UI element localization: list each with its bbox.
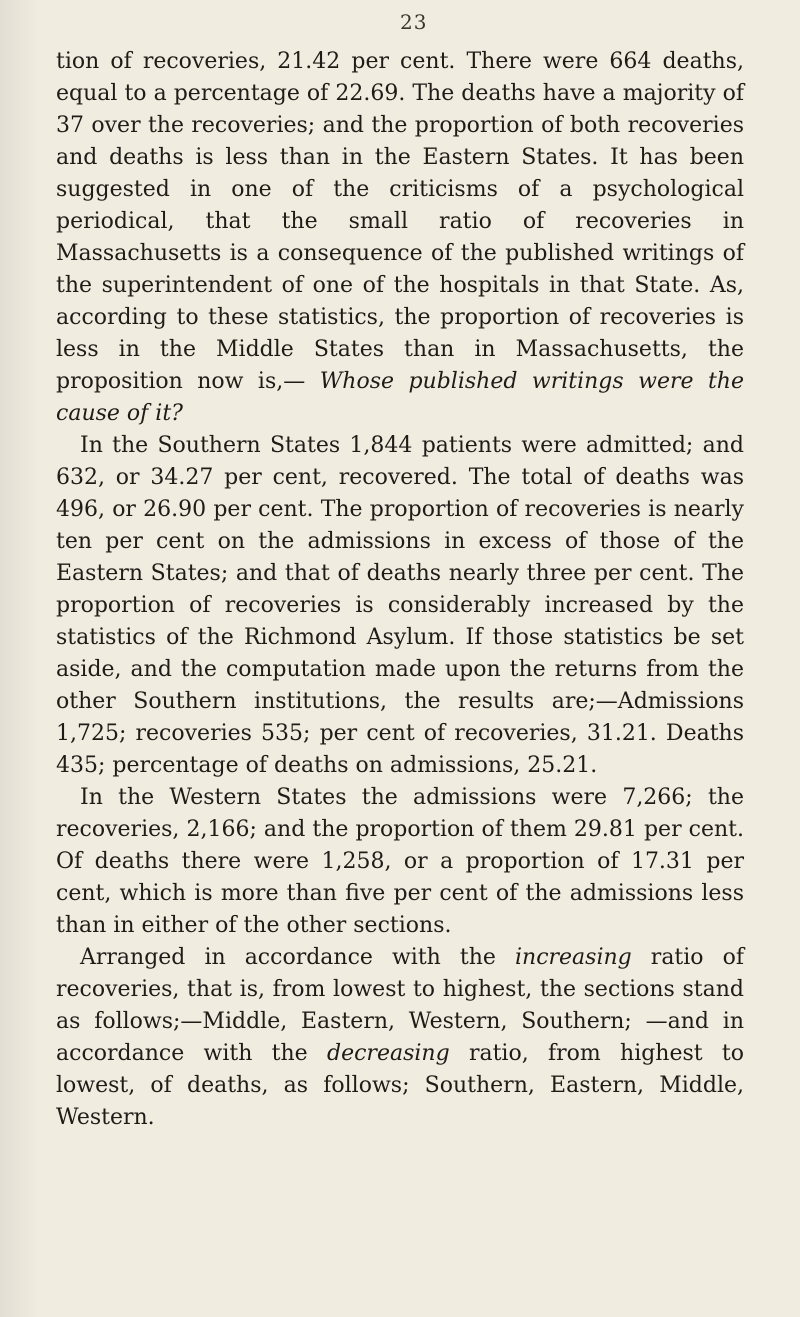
body-text bbox=[56, 46, 744, 1134]
paragraph-4-italic-decreasing: decreasing bbox=[327, 1041, 450, 1066]
paragraph-1-italic-question: Whose published writings were the cause of it? bbox=[56, 369, 744, 426]
paragraph-3 bbox=[56, 782, 744, 942]
paragraph-4-text-c: ratio, from highest to lowest, of deaths, as follows; Southern, Eastern, Middle, Western. bbox=[56, 1041, 744, 1130]
paragraph-1-text: tion of recoveries, 21.42 per cent. There were 664 deaths, equal to a percentage of 22.69. The deaths have a majority of 37 over the recoveries; and the proportion of both recoveries and deaths is less than in the Eastern States. It has been suggested in one of the criticisms of a psychological periodical, that the small ratio of recoveries in Massachusetts is a consequence of the published writings of the superintendent of one of the hospitals in that State. As, according to these statistics, the proportion of recoveries is less in the Middle States than in Massachusetts, the proposition now is,— bbox=[56, 49, 744, 394]
paragraph-3-text: In the Western States the admissions were 7,266; the recoveries, 2,166; and the proportion of them 29.81 per cent. Of deaths there were 1,258, or a proportion of 17.31 per cent, which is more than five per cent of the admissions less than in either of the other sections. bbox=[56, 785, 744, 938]
paragraph-4 bbox=[56, 942, 744, 1134]
paragraph-1 bbox=[56, 46, 744, 430]
paragraph-2-text: In the Southern States 1,844 patients were admitted; and 632, or 34.27 per cent, recovered. The total of deaths was 496, or 26.90 per cent. The proportion of recoveries is nearly ten per cent on the admissions in excess of those of the Eastern States; and that of deaths nearly three per cent. The proportion of recoveries is considerably increased by the statistics of the Richmond Asylum. If those statistics be set aside, and the computation made upon the returns from the other Southern institutions, the results are;—Admissions 1,725; recoveries 535; per cent of recoveries, 31.21. Deaths 435; percentage of deaths on admissions, 25.21. bbox=[56, 433, 744, 778]
page-number: 23 bbox=[400, 10, 428, 34]
paragraph-2 bbox=[56, 430, 744, 782]
paragraph-4-italic-increasing: increasing bbox=[514, 945, 632, 970]
paragraph-4-text-b: ratio of recoveries, that is, from lowest to highest, the sections stand as follows;—Middle, Eastern, Western, Southern; —and in accordance with the bbox=[56, 945, 744, 1066]
paragraph-4-text-a: Arranged in accordance with the bbox=[80, 945, 515, 970]
